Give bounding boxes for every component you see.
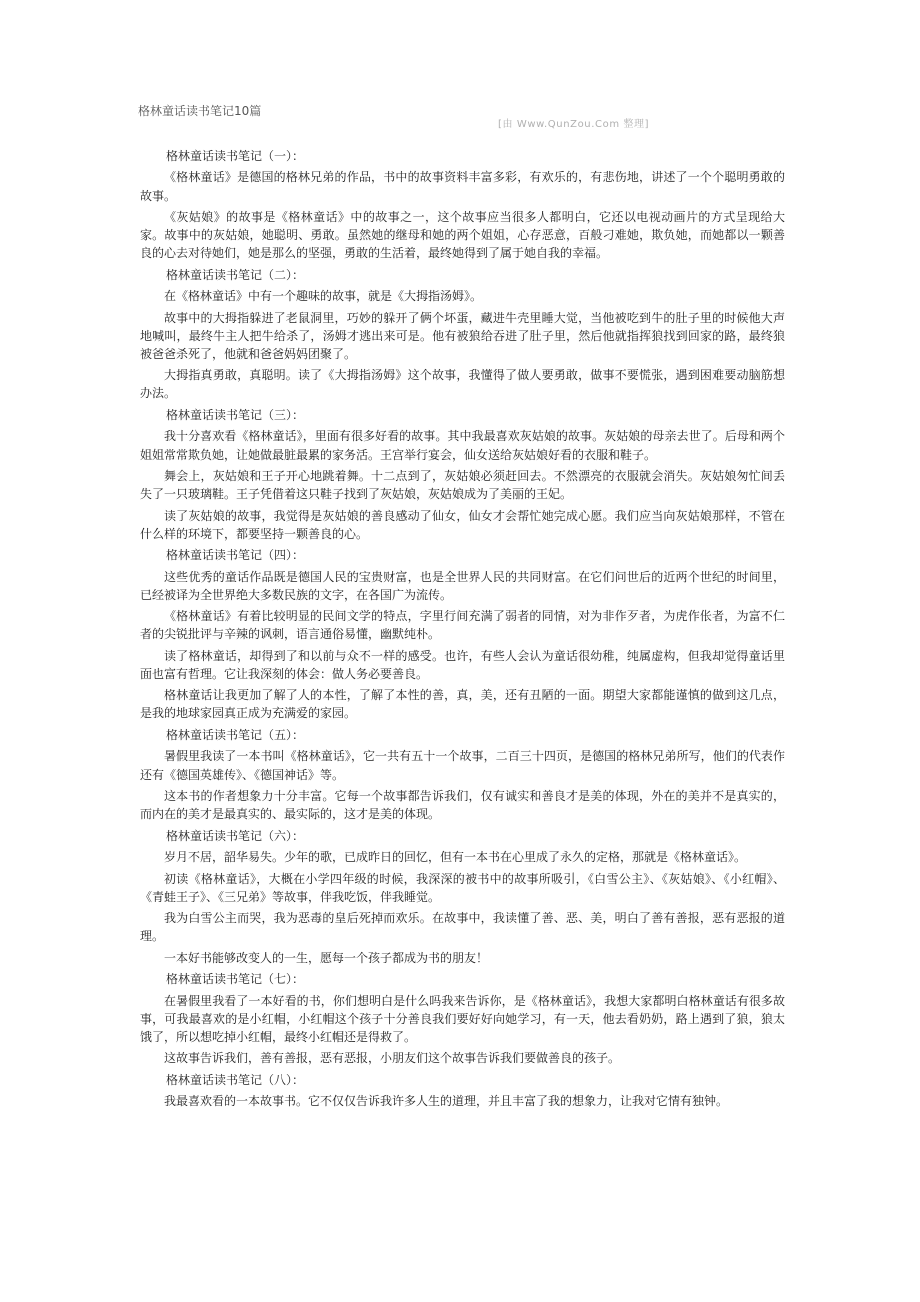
body-paragraph: 暑假里我读了一本书叫《格林童话》，它一共有五十一个故事，二百三十四页，是德国的格林兄弟所写，他们的代表作还有《德国英雄传》、《德国神话》等。 [140, 749, 785, 782]
body-paragraph: 大拇指真勇敢，真聪明。读了《大拇指汤姆》这个故事，我懂得了做人要勇敢，做事不要慌张，遇到困难要动脑筋想办法。 [140, 368, 785, 401]
body-paragraph: 《格林童话》是德国的格林兄弟的作品，书中的故事资料丰富多彩，有欢乐的，有悲伤地，讲述了一个个聪明勇敢的故事。 [140, 170, 785, 203]
body-paragraph: 这本书的作者想象力十分丰富。它每一个故事都告诉我们，仅有诚实和善良才是美的体现，外在的美并不是真实的，而内在的美才是最真实的、最实际的，这才是美的体现。 [140, 789, 785, 822]
section-heading: 格林童话读书笔记（三）： [166, 407, 305, 422]
body-paragraph: 我最喜欢看的一本故事书。它不仅仅告诉我许多人生的道理，并且丰富了我的想象力，让我对它情有独钟。 [164, 1094, 729, 1109]
section-heading: 格林童话读书笔记（六）： [166, 828, 305, 843]
body-paragraph: 这些优秀的童话作品既是德国人民的宝贵财富，也是全世界人民的共同财富。在它们问世后的近两个世纪的时间里，已经被译为全世界绝大多数民族的文字，在各国广为流传。 [140, 569, 785, 602]
document-body [140, 147, 785, 1114]
section-heading: 格林童话读书笔记（五）： [166, 727, 305, 742]
body-paragraph: 《格林童话》有着比较明显的民间文学的特点，字里行间充满了弱者的同情，对为非作歹者，为虎作伥者，为富不仁者的尖锐批评与辛辣的讽刺，语言通俗易懂，幽默纯朴。 [140, 609, 785, 642]
body-paragraph: 读了格林童话，却得到了和以前与众不一样的感受。也许，有些人会认为童话很幼稚，纯属虚构，但我却觉得童话里面也富有哲理。它让我深刻的体会：做人务必要善良。 [140, 648, 785, 681]
running-title [138, 98, 278, 120]
source-watermark: [由 Www.QunZou.Com 整理] [498, 119, 650, 130]
section-heading: 格林童话读书笔记（七）： [166, 972, 305, 987]
body-paragraph: 舞会上，灰姑娘和王子开心地跳着舞。十二点到了，灰姑娘必须赶回去。不然漂亮的衣服就会消失。灰姑娘匆忙间丢失了一只玻璃鞋。王子凭借着这只鞋子找到了灰姑娘，灰姑娘成为了美丽的王妃。 [140, 469, 785, 502]
body-paragraph: 我十分喜欢看《格林童话》，里面有很多好看的故事。其中我最喜欢灰姑娘的故事。灰姑娘的母亲去世了。后母和两个姐姐常常欺负她，让她做最脏最累的家务活。王宫举行宴会，仙女送给灰姑娘好看的衣服和鞋子。 [140, 429, 785, 462]
body-paragraph: 在暑假里我看了一本好看的书，你们想明白是什么吗我来告诉你，是《格林童话》，我想大家都明白格林童话有很多故事，可我最喜欢的是小红帽，小红帽这个孩子十分善良我们要好好向她学习，有一天，他去看奶奶，路上遇到了狼，狼太饿了，所以想吃掉小红帽，最终小红帽还是得救了。 [140, 993, 785, 1044]
body-paragraph: 在《格林童话》中有一个趣味的故事，就是《大拇指汤姆》。 [164, 289, 483, 304]
section-heading: 格林童话读书笔记（八）： [166, 1072, 305, 1087]
body-paragraph: 初读《格林童话》，大概在小学四年级的时候，我深深的被书中的故事所吸引，《白雪公主》、《灰姑娘》、《小红帽》、《青蛙王子》、《三兄弟》等故事，伴我吃饭，伴我睡觉。 [140, 871, 785, 904]
section-heading: 格林童话读书笔记（二）： [166, 267, 305, 282]
body-paragraph: 这故事告诉我们，善有善报，恶有恶报，小朋友们这个故事告诉我们要做善良的孩子。 [164, 1051, 621, 1066]
body-paragraph: 我为白雪公主而哭，我为恶毒的皇后死掉而欢乐。在故事中，我读懂了善、恶、美，明白了善有善报，恶有恶报的道理。 [140, 911, 785, 944]
section-heading: 格林童话读书笔记（一）： [166, 149, 305, 163]
body-paragraph: 读了灰姑娘的故事，我觉得是灰姑娘的善良感动了仙女，仙女才会帮忙她完成心愿。我们应当向灰姑娘那样，不管在什么样的环境下，都要坚持一颗善良的心。 [140, 508, 785, 541]
body-paragraph: 格林童话让我更加了解了人的本性，了解了本性的善，真，美，还有丑陋的一面。期望大家都能谨慎的做到这几点，是我的地球家园真正成为充满爱的家园。 [140, 688, 785, 721]
body-paragraph: 一本好书能够改变人的一生，愿每一个孩子都成为书的朋友！ [164, 950, 489, 965]
running-title-text: 格林童话读书笔记10篇 [138, 104, 262, 118]
body-paragraph: 岁月不居，韶华易失。少年的歌，已成昨日的回忆，但有一本书在心里成了永久的定格，那就是《格林童话》。 [164, 850, 747, 865]
body-paragraph: 《灰姑娘》的故事是《格林童话》中的故事之一，这个故事应当很多人都明白，它还以电视动画片的方式呈现给大家。故事中的灰姑娘，她聪明、勇敢。虽然她的继母和她的两个姐姐，心存恶意，百般刁难她，欺负她，而她都以一颗善良的心去对待她们，她是那么的坚强，勇敢的生活着，最终她得到了属于她自我的幸福。 [140, 210, 785, 261]
body-paragraph: 故事中的大拇指躲进了老鼠洞里，巧妙的躲开了俩个坏蛋，藏进牛壳里睡大觉，当他被吃到牛的肚子里的时候他大声地喊叫，最终牛主人把牛给杀了，汤姆才逃出来可是。他有被狼给吞进了肚子里，然后他就指挥狼找到回家的路，最终狼被爸爸杀死了，他就和爸爸妈妈团聚了。 [140, 310, 785, 361]
section-heading: 格林童话读书笔记（四）： [166, 548, 305, 563]
